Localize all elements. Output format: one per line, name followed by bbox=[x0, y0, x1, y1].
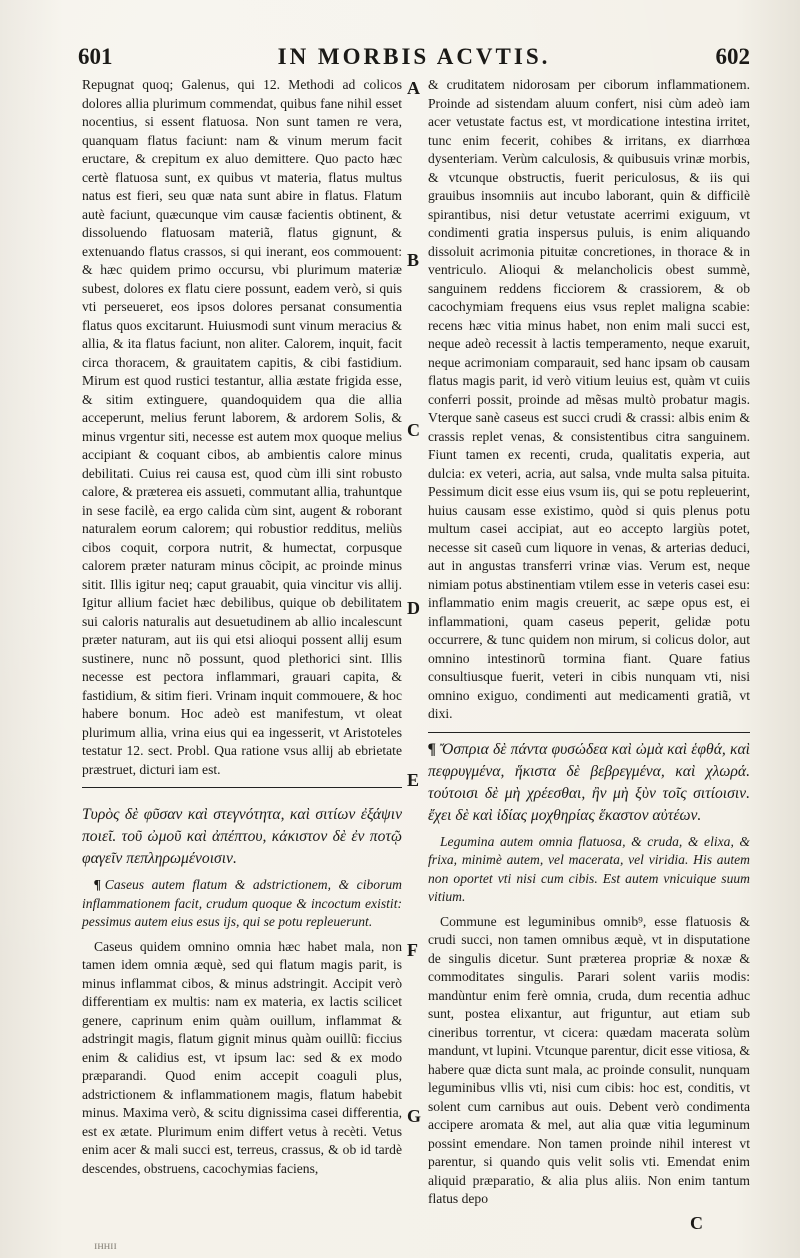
margin-letter: G bbox=[407, 1106, 422, 1126]
running-header bbox=[78, 44, 750, 74]
commentary-paragraph: & cruditatem nidorosam per ciborum inflammationem. Proinde ad sistendam aluum confert, nisi cùm adeò iam acer vetustate factus est, vt mordicatione intestina irritet, tunc enim fecerit, cohibes & irritans, ex diarrhœa dysenteriam. Verùm calculosis, & quibusuis vrinæ morbis, & vtcunque obstructis, fuerit periculosus, & iis qui grauibus insomniis aut incubo laborant, quin & difficilè spirantibus, nisi detur vetustate acerrimi exiguum, vt condimenti gratia inspersus puluis, is enim aliquando dissoluit acrimonia pituitæ concretiones, in thorace & in ventriculo. Alioqui & melancholicis obest summè, sanguinem reddens ficciorem & crassiorem, & ob cacochymiam frequens eius vsus replet maligna scabie: recens hæc vitia minus habet, non enim mali succi est, neque adeò recessit à lactis temperamento, neque exaruit, neque acrimoniam comparauit, sed hanc ipsam ob causam flatus magis parit, id verò vitium leuius est, quàm vt cuiis conferri possit, proinde ad mẽsas multò probatur magis. Vterque sanè caseus est succi crudi & crassi: albis enim & crassis replet venas, & consistentibus citra sanguinem. Fiunt tamen ex recenti, cruda, qualitatis experia, aut dulcia: ex veteri, acria, aut salsa, vnde multa salsa pituita. Pessimum dicit esse eius vsum iis, qui se potu repleuerint, huius causam esse existimo, quòd si quis plenus potu multum casei accipiat, aut eo accepto largiùs potet, necesse sit caseũ cum liquore in venas, & arterias deduci, aut in angustas transferri vrinæ vias. Verum est, neque nimiam potus abstinentiam vtilem esse in veteris casei esu: inflammatio enim magis creuerit, ac sæpe opus est, ei inflammationi, quam caseus peperit, gelidæ potu occurrere, & tunc quidem non mirum, si colicus dolor, aut omnino intestinorũ tormina fiant. Quare fatius consultiusque fuerit, veteri in cibis nunquam vti, nisi omnino exiguo, condimenti aut medicamenti gratiã, vt dixi. bbox=[428, 77, 750, 721]
signature-mark: C bbox=[690, 1213, 703, 1233]
margin-letter: D bbox=[407, 598, 420, 618]
greek-text bbox=[428, 739, 750, 827]
margin-letter: C bbox=[407, 420, 420, 440]
right-column bbox=[428, 76, 750, 1209]
commentary-paragraph: Caseus quidem omnino omnia hæc habet mala, non tamen idem omnia æquè, sed qui flatum magis parit, is minus inflammat cibos, & minus adstringit. Accipit verò differentiam ex multis: nam ex materia, ex lactis scilicet genere, caprinum enim quàm ouillum, inflammat & adstringit magis, flatum gignit minus quàm ouillũ: ficcius enim & calidius est, vt ipsum lac: sed & ex modo præparandi. Quod enim accepit coaguli plus, adstrictionem & inflammationem magis, flatum habebit minus. Maxima verò, & scitu dignissima casei differentia, est ex ætate. Plurimum enim differt vetus à recèti. Vetus enim acer & mali succi est, terreus, crassus, & ob id tardè descendes, obstruens, cacochymias faciens, bbox=[82, 938, 402, 1176]
left-column bbox=[82, 76, 402, 1178]
page-number-right: 602 bbox=[715, 44, 750, 69]
latin-lemma bbox=[82, 876, 402, 932]
latin-lemma: Legumina autem omnia flatuosa, & cruda, & elixa, & frixa, minimè autem, vel macerata, vel viridia. His autem non oportet vti nisi cum cibis. Est autem vnicuique suum vitium. bbox=[428, 833, 750, 904]
latin-lemma-text: Caseus autem flatum & adstrictionem, & ciborum inflammationem facit, crudum quoque & incoctum existit: pessimus autem eius esus ijs, qui se potu repleuerunt. bbox=[82, 877, 402, 929]
commentary-paragraph: Commune est leguminibus omnib⁹, esse flatuosis & crudi succi, non tamen omnibus æquè, vt in disputatione de singulis dicetur. Sunt præterea propriæ & noxæ & commoditates singulis. Parari solent variis modis: mandùntur enim ferè omnia, cruda, dum recentia adhuc sunt, postea elixantur, aut friguntur, aut etiam sub cineribus torrentur, vt cicera: quædam macerata solùm mandunt, vt lupini. Vtcunque parentur, dicit esse vitiosa, & habere quæ dicta sunt mala, ac proinde consulit, nunquam leguminibus vllis vti, nisi cum cibis: hoc est, conditis, vt solent cum carnibus aut ouis. Debent verò condimenta accipere aromata & mel, aut alia quæ vitia leguminum possint emendare. Non tamen proinde nihil interest vt parentur, si quando quis velit solis vti. Emendat enim aliquid præparatio, & alia plus aliis. Non enim tantum flatus depo bbox=[428, 913, 750, 1206]
paragraph-mark-icon: ¶ bbox=[428, 740, 436, 758]
margin-letter: F bbox=[407, 940, 418, 960]
running-title: IN MORBIS ACVTIS. bbox=[277, 44, 551, 69]
margin-letter: A bbox=[407, 78, 420, 98]
paragraph-mark-icon: ¶ bbox=[94, 877, 101, 892]
page-number-left: 601 bbox=[78, 44, 113, 69]
greek-text-body: Ὄσπρια δὲ πάντα φυσώδεα καὶ ὠμὰ καὶ ἑφθά, καὶ πεφρυγμένα, ἥκιστα δὲ βεβρεγμένα, καὶ χλωρά. τούτοισι δὲ μὴ χρέεσθαι, ἢν μὴ ξὺν τοῖς σιτίοισιν. ἔχει δὲ καὶ ἰδίας μοχθηρίας ἕκαστον αὐτέων. bbox=[428, 740, 750, 824]
divider-rule bbox=[82, 787, 402, 788]
library-stamp: ɪʜʜɪɪ bbox=[94, 1238, 117, 1252]
margin-letter: B bbox=[407, 250, 420, 270]
greek-text: Τυρὸς δὲ φῦσαν καὶ στεγνότητα, καὶ σιτίων ἐξάψιν ποιεῖ. τοῦ ὠμοῦ καὶ ἀπέπτου, κάκιστον δὲ ἐν ποτῷ φαγεῖν πεπληρωμένοισιν. bbox=[82, 806, 402, 867]
divider-rule bbox=[428, 732, 750, 733]
commentary-paragraph: Repugnat quoq; Galenus, qui 12. Methodi ad colicos dolores allia plurimum commendat, quibus fane nihil esset nocentius, si essent flatuosa. Non sunt tamen re vera, quanquam flatus faciunt: nam & vinum merum facit eructare, & crepitum ex aluo demittere. Quo pacto hæc certè flatuosa sunt, ex quibus vt materia, flatus multus natus est fieri, seu quæ nata sunt abire in flatus. Flatum autè faciunt, quæcunque vim causæ facientis obtinent, & dissoluendo flatuosam materiã, flatus gignunt, & extenuando flatus crassos, si qui inerant, eos commouent: & hæc quidem primo occursu, vbi plurimum materiæ subest, dolores ex flatu ciere possunt, eadem verò, si quis vti perseueret, eos ipsos dolores persanat consumentia flatus quos excitarunt. Huiusmodi sunt vinum meracius & allia, & ita flatus faciunt, non aliter. Calorem, inquit, facit circa thoracem, & grauitatem capitis, & cibi fastidium. Mirum est quod rustici testantur, allia æstate frigida esse, & sitim extinguere, quandoquidem qua die allia acceperunt, melius ferunt laborem, & ardorem Solis, & minus vrgentur siti, necesse est autem mox quoque melius accipiant & coquant cibos, ab ambientis calore minus debilitati. Cuius rei causa est, quod cùm illi sint robusto calore, & præterea eis assueti, commutant allia, trahuntque in sese facilè, ea ergo calida cùm sint, augent & roborant naturalem eorum calorem; qui robustior redditus, meliùs cibos coquit, corpora nutrit, & humectat, corpusque calorem præter naturam minus cõcipit, ac proinde minus sitit. Illis igitur neq; caput grauabit, quia vincitur vis allij. Igitur allium faciet hæc debilibus, quique ob debilitatem sui caloris naturalis aut desuetudinem ab allio incalescunt præter naturam, aut iis qui etsi alioqui possent allij esum sustinere, nunc nõ possunt, quod plethorici sint. Illis necesse est pectora inflammari, grauari capita, & fastidium, & sitim fieri. Vrinam inquit commouere, & hoc habere bonum. Hoc adeò est manifestum, vt oleat plurimum allia, vrina eius qui ea ingesserit, vt Aristoteles testatur 12. sect. Probl. Qua ratione vsus allij ab ebrietate præstruet, dicturi iam est. bbox=[82, 77, 402, 777]
margin-letter: E bbox=[407, 770, 420, 790]
